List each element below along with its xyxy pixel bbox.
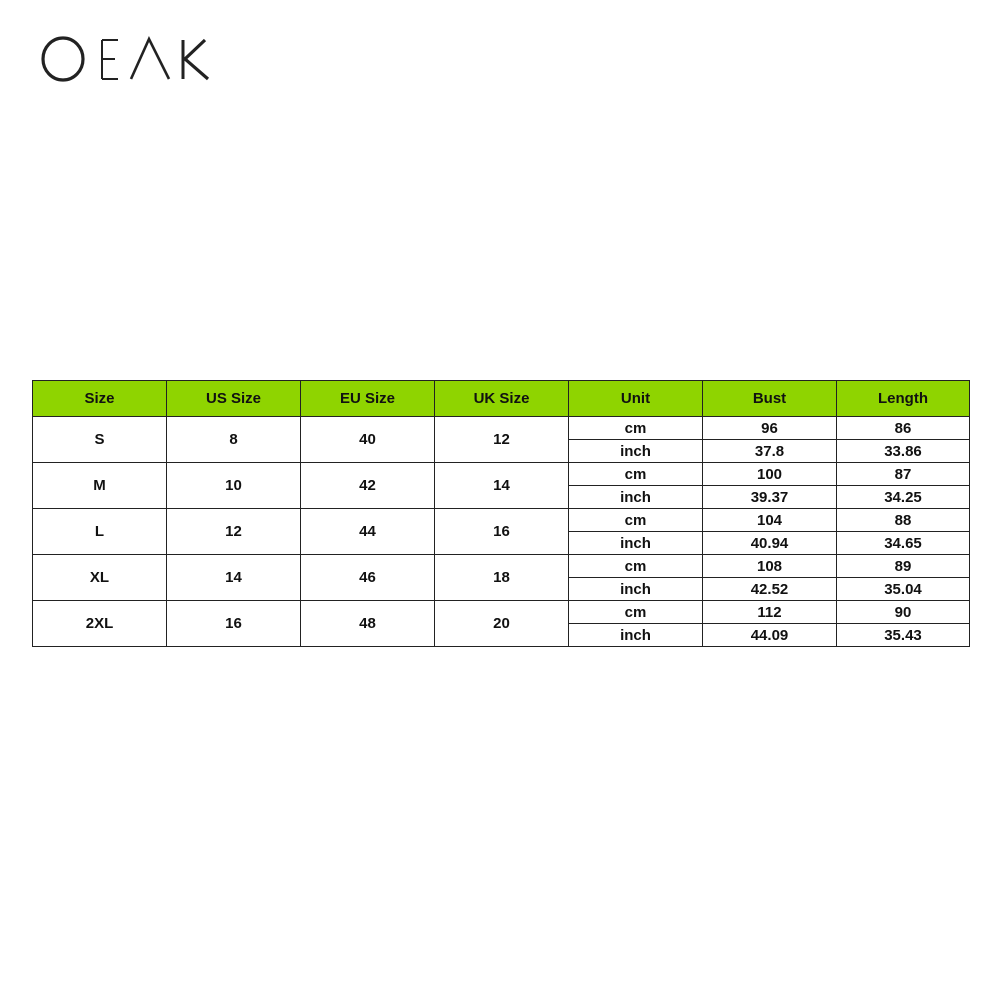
bust-cell: 37.8 xyxy=(703,440,837,463)
unit-cell: inch xyxy=(569,578,703,601)
length-cell: 34.25 xyxy=(837,486,970,509)
size-cell: S xyxy=(33,417,167,463)
bust-cell: 44.09 xyxy=(703,624,837,647)
unit-cell: cm xyxy=(569,509,703,532)
bust-cell: 100 xyxy=(703,463,837,486)
table-row xyxy=(33,417,970,440)
bust-cell: 39.37 xyxy=(703,486,837,509)
header-bust: Bust xyxy=(703,381,837,417)
unit-cell: cm xyxy=(569,417,703,440)
header-unit: Unit xyxy=(569,381,703,417)
length-cell: 86 xyxy=(837,417,970,440)
length-cell: 35.43 xyxy=(837,624,970,647)
unit-cell: cm xyxy=(569,463,703,486)
us-size-cell: 12 xyxy=(167,509,301,555)
bust-cell: 42.52 xyxy=(703,578,837,601)
us-size-cell: 16 xyxy=(167,601,301,647)
eu-size-cell: 48 xyxy=(301,601,435,647)
bust-cell: 112 xyxy=(703,601,837,624)
oeak-logo-mark xyxy=(38,28,228,90)
uk-size-cell: 16 xyxy=(435,509,569,555)
unit-cell: inch xyxy=(569,624,703,647)
length-cell: 89 xyxy=(837,555,970,578)
brand-logo xyxy=(38,28,228,90)
size-chart-table xyxy=(32,380,970,647)
length-cell: 33.86 xyxy=(837,440,970,463)
header-length: Length xyxy=(837,381,970,417)
uk-size-cell: 20 xyxy=(435,601,569,647)
table-header-row xyxy=(33,381,970,417)
length-cell: 88 xyxy=(837,509,970,532)
unit-cell: inch xyxy=(569,440,703,463)
table-row xyxy=(33,509,970,532)
bust-cell: 108 xyxy=(703,555,837,578)
length-cell: 34.65 xyxy=(837,532,970,555)
header-eu-size: EU Size xyxy=(301,381,435,417)
size-cell: M xyxy=(33,463,167,509)
table-row xyxy=(33,601,970,624)
eu-size-cell: 40 xyxy=(301,417,435,463)
length-cell: 87 xyxy=(837,463,970,486)
eu-size-cell: 42 xyxy=(301,463,435,509)
us-size-cell: 14 xyxy=(167,555,301,601)
us-size-cell: 10 xyxy=(167,463,301,509)
length-cell: 35.04 xyxy=(837,578,970,601)
size-cell: 2XL xyxy=(33,601,167,647)
unit-cell: cm xyxy=(569,555,703,578)
unit-cell: inch xyxy=(569,486,703,509)
size-cell: L xyxy=(33,509,167,555)
bust-cell: 40.94 xyxy=(703,532,837,555)
header-size: Size xyxy=(33,381,167,417)
length-cell: 90 xyxy=(837,601,970,624)
unit-cell: inch xyxy=(569,532,703,555)
eu-size-cell: 46 xyxy=(301,555,435,601)
size-cell: XL xyxy=(33,555,167,601)
bust-cell: 104 xyxy=(703,509,837,532)
table-row xyxy=(33,555,970,578)
uk-size-cell: 12 xyxy=(435,417,569,463)
uk-size-cell: 18 xyxy=(435,555,569,601)
unit-cell: cm xyxy=(569,601,703,624)
bust-cell: 96 xyxy=(703,417,837,440)
header-us-size: US Size xyxy=(167,381,301,417)
uk-size-cell: 14 xyxy=(435,463,569,509)
header-uk-size: UK Size xyxy=(435,381,569,417)
us-size-cell: 8 xyxy=(167,417,301,463)
eu-size-cell: 44 xyxy=(301,509,435,555)
table-row xyxy=(33,463,970,486)
